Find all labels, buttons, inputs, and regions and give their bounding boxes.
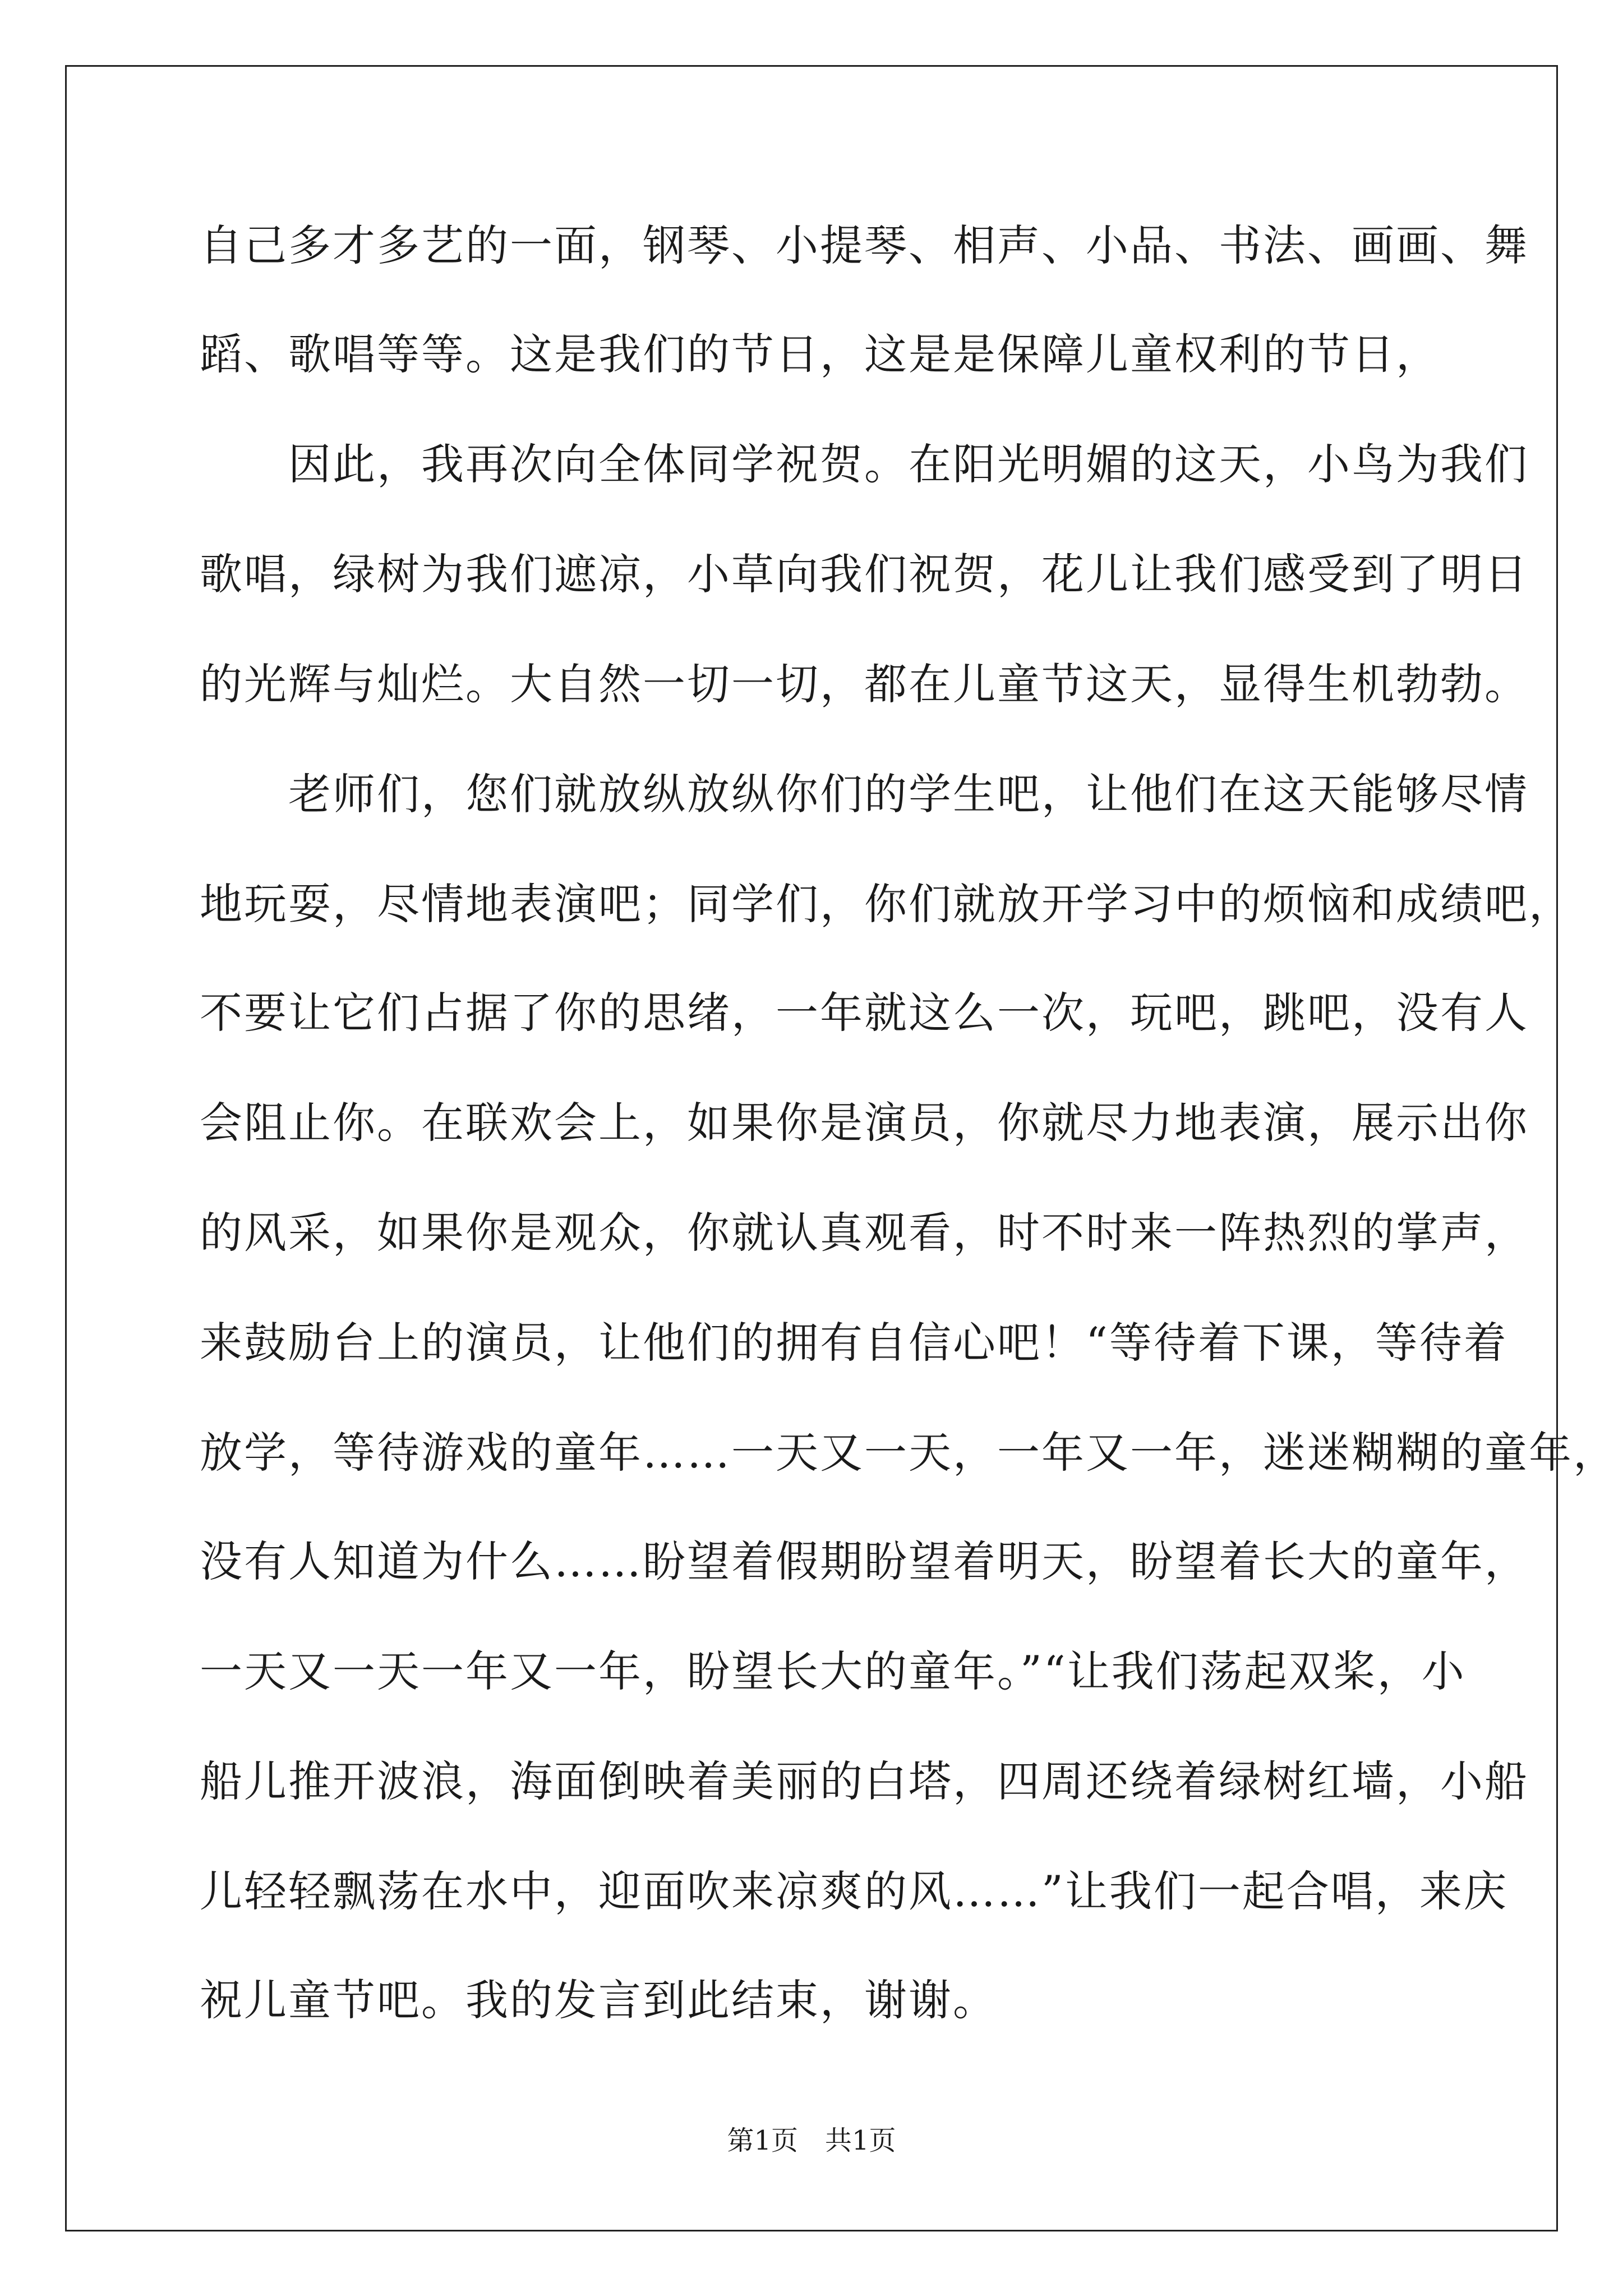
text-line: 一天又一天一年又一年，盼望长大的童年。”“让我们荡起双桨，小 [200,1646,1466,1696]
text-line: 儿轻轻飘荡在水中，迎面吹来凉爽的风……”让我们一起合唱，来庆 [200,1866,1508,1916]
text-line: 因此，我再次向全体同学祝贺。在阳光明媚的这天，小鸟为我们 [200,439,1529,489]
text-line: 不要让它们占据了你的思绪，一年就这么一次，玩吧，跳吧，没有人 [200,988,1529,1038]
text-line: 自己多才多艺的一面，钢琴、小提琴、相声、小品、书法、画画、舞 [200,220,1529,270]
text-line: 的光辉与灿烂。大自然一切一切，都在儿童节这天，显得生机勃勃。 [200,659,1529,709]
text-line: 船儿推开波浪，海面倒映着美丽的白塔，四周还绕着绿树红墙，小船 [200,1756,1529,1806]
page-number-footer: 第1页 共1页 [727,2125,896,2156]
text-line: 祝儿童节吧。我的发言到此结束，谢谢。 [200,1975,997,2025]
text-line: 地玩耍，尽情地表演吧；同学们，你们就放开学习中的烦恼和成绩吧， [200,879,1573,929]
text-line: 蹈、歌唱等等。这是我们的节日，这是是保障儿童权利的节日， [200,329,1440,379]
text-line: 放学，等待游戏的童年……一天又一天，一年又一年，迷迷糊糊的童年， [200,1428,1617,1478]
text-line: 歌唱，绿树为我们遮凉，小草向我们祝贺，花儿让我们感受到了明日 [200,549,1529,599]
text-line: 会阻止你。在联欢会上，如果你是演员，你就尽力地表演，展示出你 [200,1098,1529,1148]
text-line: 来鼓励台上的演员，让他们的拥有自信心吧！“等待着下课，等待着 [200,1318,1508,1368]
text-line: 没有人知道为什么……盼望着假期盼望着明天，盼望着长大的童年， [200,1536,1529,1586]
text-line: 的风采，如果你是观众，你就认真观看，时不时来一阵热烈的掌声， [200,1208,1529,1258]
text-line: 老师们，您们就放纵放纵你们的学生吧，让他们在这天能够尽情 [200,769,1529,819]
